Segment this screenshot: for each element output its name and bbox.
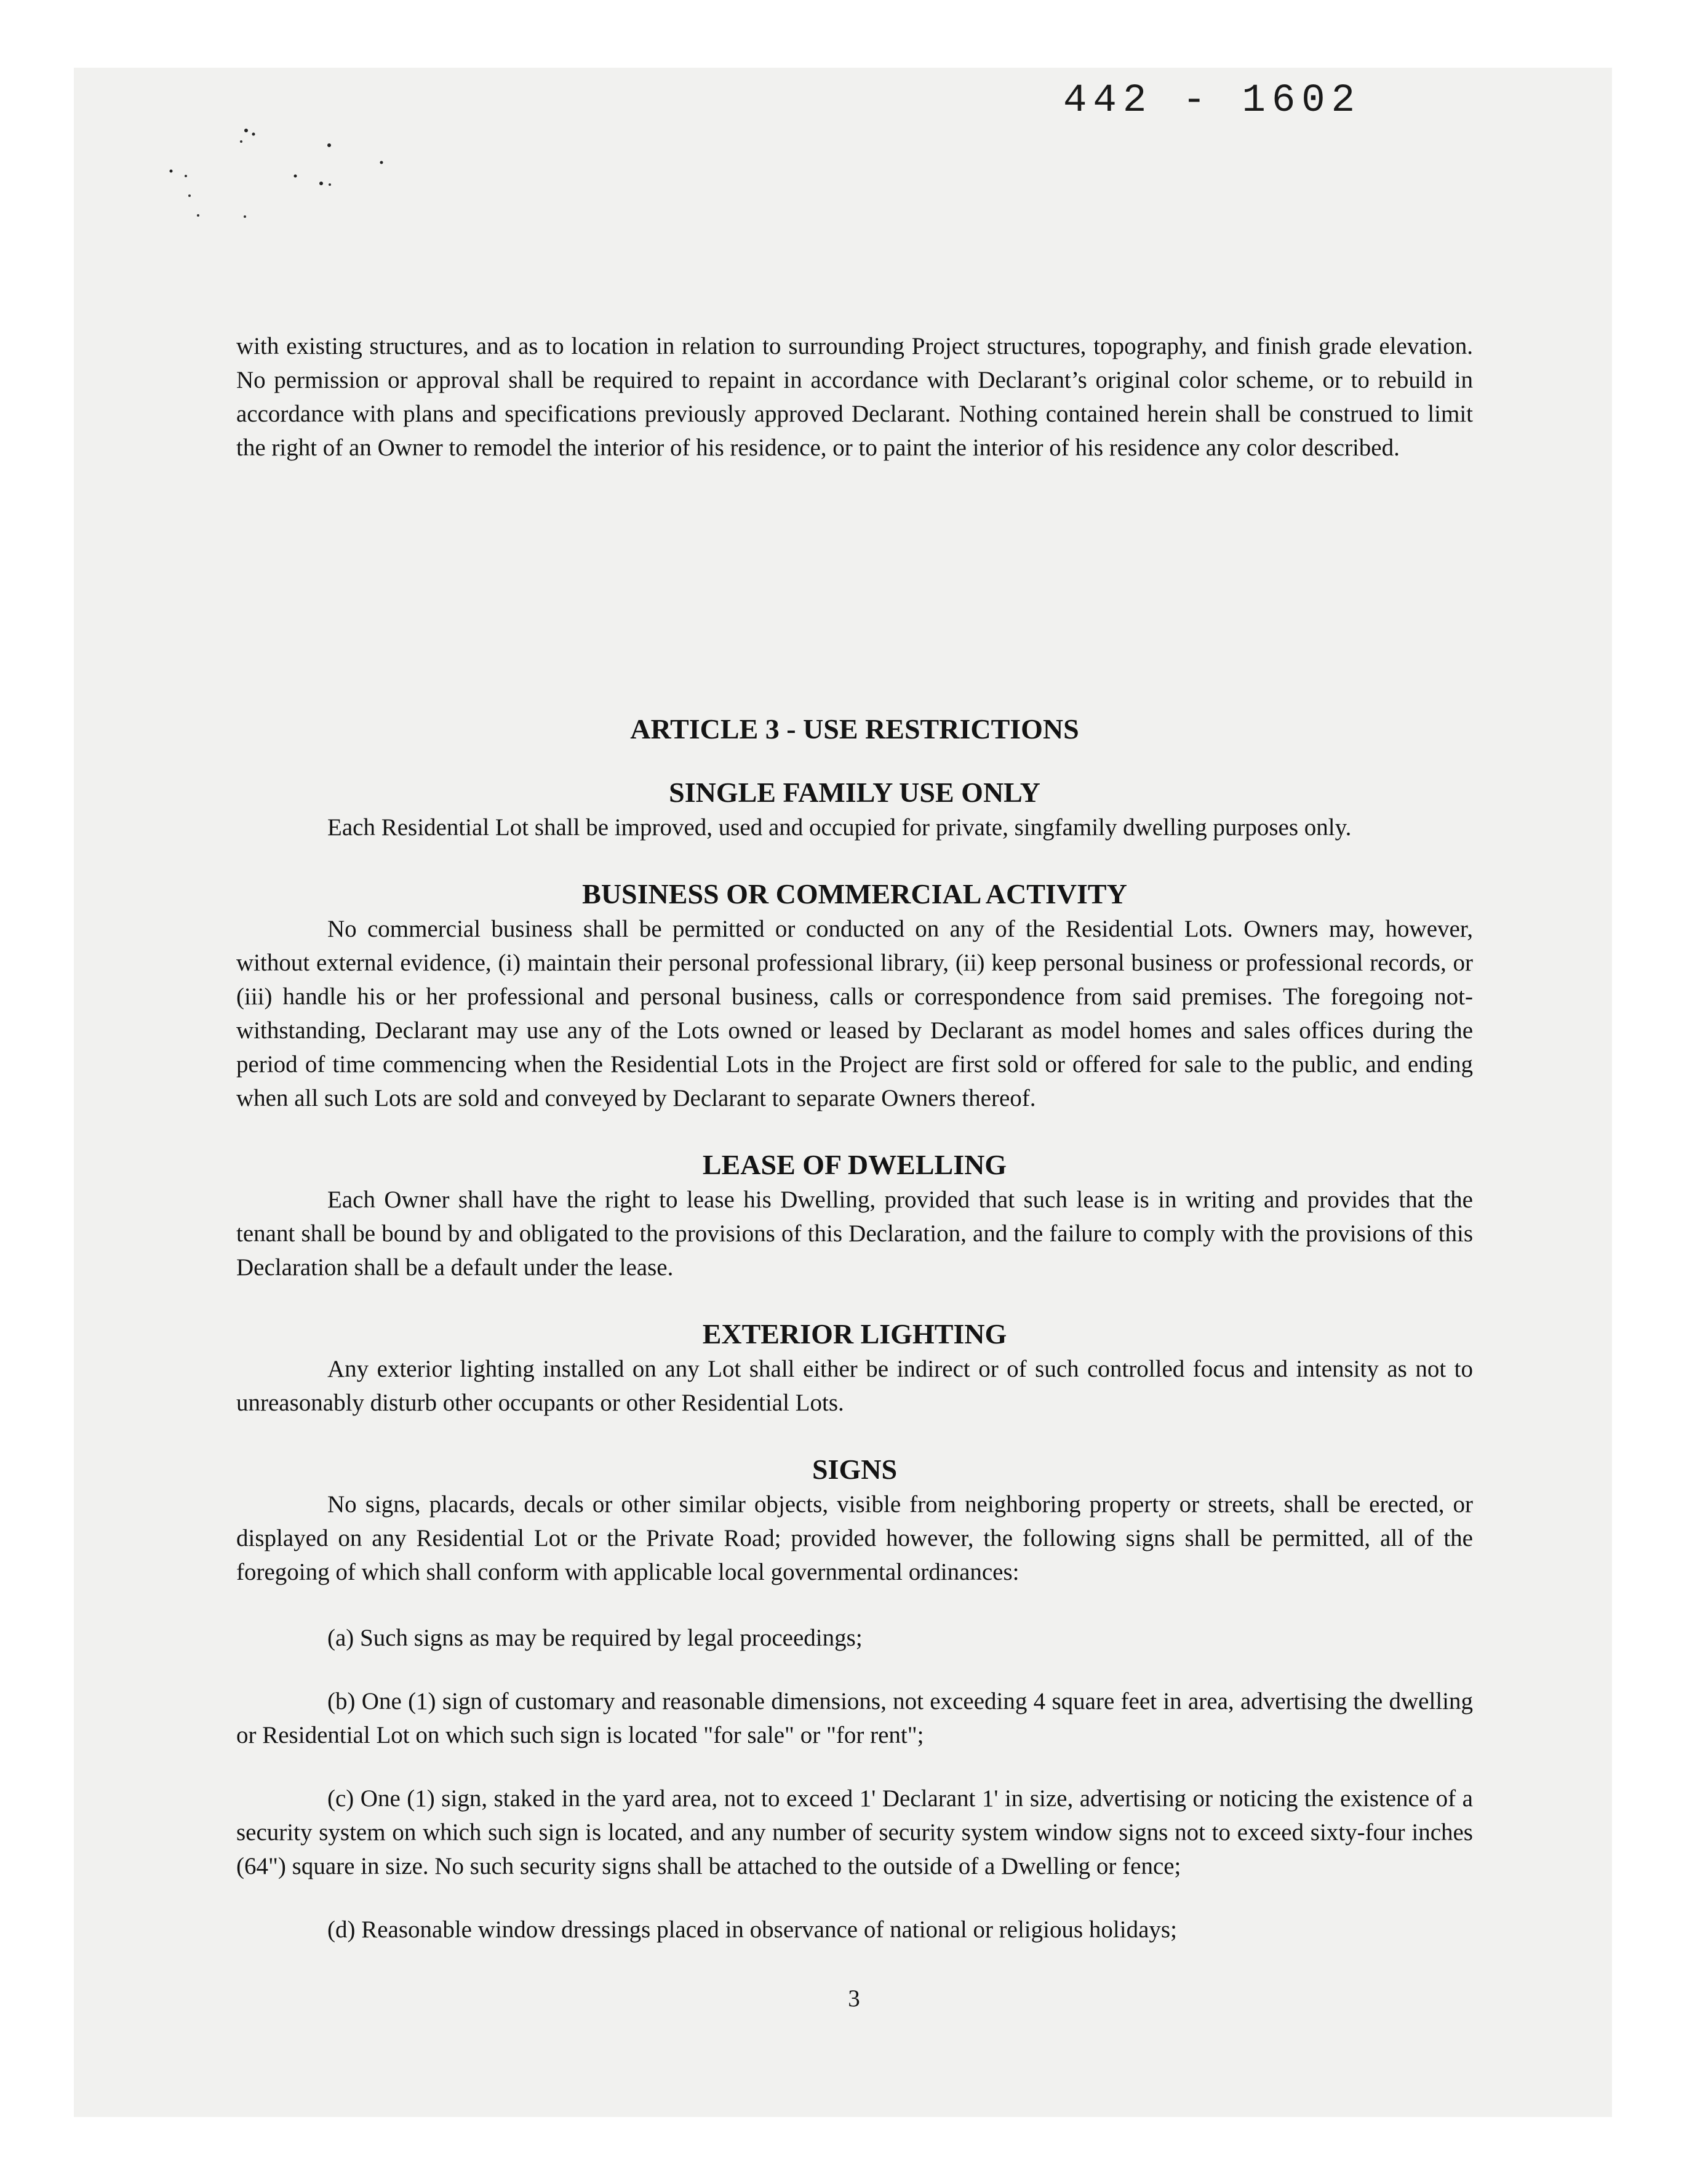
section-body-business: No commercial business shall be permitted or conducted on any of the Residential Lots. Owners may, however, without external evidence, (i) maintain their personal professional library, (ii) keep personal business or professional records, or (iii) handle his or her professional and personal business, calls or correspondence from said premises. The foregoing not-withstanding, Declarant may use any of the Lots owned or leased by Declarant as model homes and sales offices during the period of time commencing when the Residential Lots in the Project are first sold or offered for sale to the public, and ending when all such Lots are sold and conveyed by Declarant to separate Owners thereof. <box>236 916 1473 1111</box>
document-body <box>236 329 1473 1976</box>
section-body-lease: Each Owner shall have the right to lease his Dwelling, provided that such lease is in writing and provides that the tenant shall be bound by and obligated to the provisions of this Declaration, and the failure to comply with the provisions of this Declaration shall be a default under the lease. <box>236 1187 1473 1281</box>
sign-item-b: (b) One (1) sign of customary and reasonable dimensions, not exceeding 4 square feet in area, advertising the dwelling or Residential Lot on which such sign is located "for sale" or "for rent"; <box>236 1688 1473 1748</box>
section-body-exterior-lighting: Any exterior lighting installed on any Lot shall either be indirect or of such controlled focus and intensity as not to unreasonably disturb other occupants or other Residential Lots. <box>236 1356 1473 1416</box>
sign-item-c: (c) One (1) sign, staked in the yard area, not to exceed 1' Declarant 1' in size, advertising or noticing the existence of a security system on which such sign is located, and any number of security system window signs not to exceed sixty-four inches (64") square in size. No such security signs shall be attached to the outside of a Dwelling or fence; <box>236 1785 1473 1879</box>
section-heading-business: BUSINESS OR COMMERCIAL ACTIVITY <box>582 878 1127 910</box>
sign-item-d: (d) Reasonable window dressings placed in observance of national or religious holidays; <box>327 1916 1177 1943</box>
section-heading-lease: LEASE OF DWELLING <box>702 1149 1007 1180</box>
section-heading-single-family: SINGLE FAMILY USE ONLY <box>669 777 1040 808</box>
sign-item-a: (a) Such signs as may be required by legal proceedings; <box>327 1625 863 1651</box>
section-body-signs: No signs, placards, decals or other similar objects, visible from neighboring property or streets, shall be erected, or displayed on any Residential Lot or the Private Road; provided however, the following signs shall be permitted, all of the foregoing of which shall conform with applicable local governmental ordinances: <box>236 1491 1473 1585</box>
section-body-single-family: Each Residential Lot shall be improved, used and occupied for private, singfamily dwelling purposes only. <box>327 814 1352 841</box>
section-heading-signs: SIGNS <box>812 1454 898 1485</box>
article-title: ARTICLE 3 - USE RESTRICTIONS <box>630 713 1079 745</box>
scan-specks <box>160 123 418 234</box>
intro-paragraph: with existing structures, and as to location in relation to surrounding Project structures, topography, and finish grade elevation. No permission or approval shall be required to repaint in accordance with Declarant’s original color scheme, or to rebuild in accordance with plans and specifications previously approved Declarant. Nothing contained herein shall be construed to limit the right of an Owner to remodel the interior of his residence, or to paint the interior of his residence any color described. <box>236 333 1473 461</box>
page-number: 3 <box>848 1985 860 2012</box>
recording-stamp: 442 - 1602 <box>1063 79 1362 123</box>
section-heading-exterior-lighting: EXTERIOR LIGHTING <box>702 1318 1007 1350</box>
